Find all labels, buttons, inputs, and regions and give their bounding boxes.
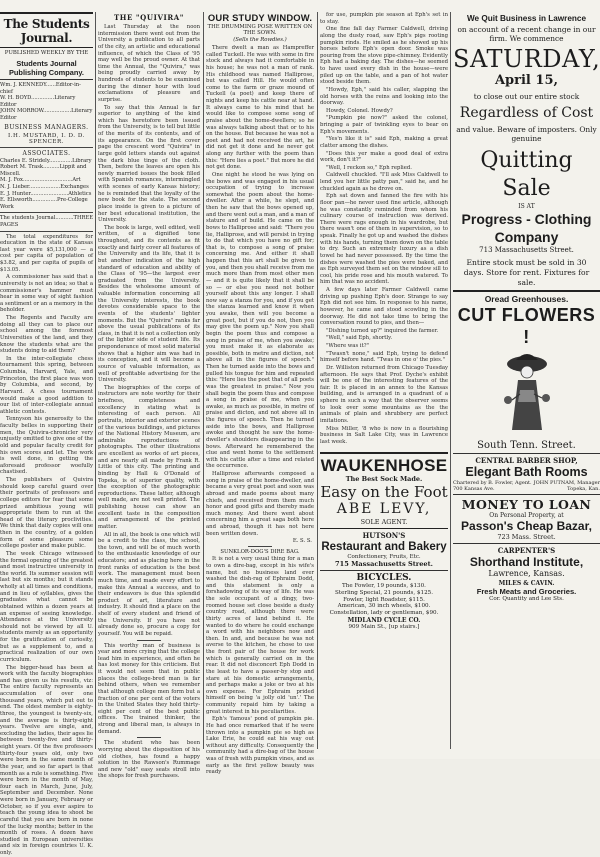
story-paragraph: Eph's 'famous' pond of pumpkin pie. He had once remarked that if he were thrown into a pumpkin pie so high as Lake Erie, he could eat his way out without any difficulty. Consequently the community had a dire-bag of the house was of fresh with pumpkin vines, and as early as the first yellow beauty was ready [206, 716, 314, 776]
quit-business-ad [453, 12, 600, 292]
store-address: 713 Massachusetts Street. [479, 246, 574, 254]
staff-list [0, 82, 93, 122]
masthead: The Students Journal. [0, 12, 93, 48]
associates-heading: ASSOCIATES. [22, 149, 71, 157]
story-paragraph: "Well," said Eph, shortly. [326, 335, 393, 342]
story-subtitle: THE DRUMMING POSE WRITTEN ON THE SOWN. [207, 24, 313, 36]
story-paragraph: "Well, I reckon so," Eph replied. [326, 164, 412, 171]
bazar-name: Passon's Cheap Bazar, [461, 519, 592, 533]
store-company: Company [494, 229, 559, 245]
quivira-paragraph: The biographies of the corps of instructors are note worthy for their briefness, completeness and excellency in stating what is interesting of each person. All portraits, interior and exterior scenes of the various buildings, and pictures of the National History Museum, are admirable reproductions of photographs. The other illustrations are excellent as works of art pieces, and are nearly all made by Frank R. Little of this city. The printing and binding by Hall & O'Donald of Topeka, is of superior quality, with the exception of the photographic reproductions. These latter, although well made, are not well printed. The publishing house can show an excellent taste in the composition and arrangement of the printed matter. [98, 384, 200, 530]
story-paragraph: for use, pumpkin pie season at Eph's set in to stay. [320, 12, 448, 25]
story-signature: E. S. S. [292, 538, 312, 545]
bicycle-item: The Fowler, 19 pounds, $130. [342, 583, 426, 589]
quit-business-day: SATURDAY, [453, 45, 600, 73]
bicycles-address: 909 Main St., [up stairs.] [348, 623, 420, 630]
business-heading: BUSINESS MANAGERS. [4, 123, 89, 131]
story-paragraph: "Howdy, Eph," said his caller, slapping the old horses with the reins and looking into the doorway. [320, 86, 448, 107]
shorthand-title: Shorthand Institute, [469, 555, 584, 569]
greenhouse-street: South Tenn. Street. [477, 440, 576, 451]
story-paragraph: "Where was it?" [326, 343, 369, 349]
waukenhose-dealer: ABE LEVY, [336, 501, 432, 517]
associates-list [0, 158, 93, 211]
bicycle-item: Sterling Special, 21 pounds, $125. [335, 589, 433, 596]
column-2 [98, 12, 200, 780]
grocer-title: Fresh Meats and Groceries. [476, 587, 577, 596]
story-paragraph: A few days later Farmer Caldwell came driving up pushing Eph's door. Strange to say Eph did not see him. In response to his name, however, he came and stood scowling in the doorway. He did not take time to bring the conversation round to pies, and then— [320, 287, 448, 327]
story-paragraph: "Does this yer make a good deal of extra work, don't it?" [320, 150, 448, 164]
associate-entry: Charles E. Stridely..............Library [0, 157, 92, 164]
hutsons-name: HUTSON'S [362, 531, 406, 540]
bicycle-item: American, 30 inch wheels, $100. [337, 603, 431, 610]
story-paragraph: There dwelt a man as Hampreffer called Tuckell. He was with some in fire stock and always had it comfortable in his house; he was not a man of rank. His childhood was named Halliprose, but was called Hill. He would often come to the farm or graze mound of Tuckell (a poet) and keep there of nights and keep his cattle near at hand. It always came to his mind that he would like to compose some song of praise about the home-dwellers; so he was always talking about that or to his on the house. But because he was not a poet and had not received the art, he did not get it done and he never got along any further with the poem than this: "Here lies a poet." But more he did not get done. [206, 45, 314, 171]
publisher-name: Students Journal Publishing Company. [0, 59, 93, 80]
quit-business-text: on account of a recent change in our firm. We commence [457, 25, 596, 43]
editorial-paragraph: The total expenditures for education in the state of Kansas last year were $5,131,000 — a cost per capita of population of $3.82, and per capita of pupils of $13.05. [0, 233, 93, 273]
greenhouse-ad [453, 292, 600, 454]
story-paragraph: Eph sat down and fanned the fire with his floor pan—he never used fine article, although he was constantly reminded from whom his culinary course of instruction was derived. There were rags enough in his wardrobe, but there wasn't one of them in supervision, so to speak. Finally he got up and washed the dishes with his hands, turning them down on the table to dry. Such an extremely luxury as a dish towel he had never possessed. By the time the dishes were washed the pies were baked, and as Eph surveyed them set on the window sill to cool, his pride rose and his mouth watered. To him that was no accident. [320, 193, 448, 286]
associate-entry: E. Ellsworth...............Pre-College Work [0, 197, 88, 210]
hutsons-ad [320, 529, 448, 571]
quivira-paragraph: The student who has been worrying about the disposition of his old clothes, has found a happy solution in the Rawson's Rummage and new "old" easy seats stroll into the shops for fresh purchases. [98, 740, 200, 780]
staff-editor: Wm. J. KENNEDY......Editor-in-chief [0, 82, 81, 95]
column-rule [203, 12, 204, 749]
news-paragraph: Miss Miller, '8 who is now in a flourishing business in Salt Lake City, was in Lawrence last week. [320, 425, 448, 445]
editorial-paragraph: Tennyson his generosity to the faculty belles in supporting their men, the Quivira-chronicler very unjustly omitted to give one of the old and popular faculty credit for his own scores and let. The work is well done, in getting the aforesaid professor woefully chastised. [0, 416, 93, 476]
story-paragraph: "Dishing turned up?" inquired the farmer. [326, 327, 439, 334]
story-byline: (Sells the Rowdies.) [233, 37, 287, 43]
waukenhose-agent: SOLE AGENT. [360, 518, 408, 526]
money-loan-subtitle: On Personal Property, at [489, 512, 564, 519]
column-4 [320, 12, 448, 749]
barber-manager: JOHN PUTNAM, Manager [533, 480, 600, 486]
story-paragraph: Caldwell chuckled. "I'll ask Miss Caldwell to lend you her little patty pan," said he, and he chuckled again as he drove on. [320, 172, 448, 192]
lady-with-flowers-illustration [498, 350, 556, 436]
bazar-address: 723 Mass. Street. [497, 533, 556, 541]
editorial-paragraph: A commissioner has said that a university is not an idea; so that a commissioner's hammer must hear in some way of sight fashion a sentiment or an a memory in the beholder. [0, 274, 93, 314]
column-5 [453, 12, 600, 749]
quitting-sale-at: IS AT [518, 203, 535, 210]
greenhouse-title: CUT FLOWERS ! [457, 305, 596, 347]
quit-business-heading: We Quit Business in Lawrence [466, 14, 587, 23]
section-title: SUNKLOR-DOG'S DIRE BAG. [220, 549, 300, 556]
bicycles-title: BICYCLES. [356, 573, 412, 583]
money-loan-ad [453, 495, 600, 544]
story-paragraph: Halliprose afterwards composed a song in praise of the home-dweller, and became a very great poet and soon was abroad and made poems about many chiefs, and received from them much honor and good gifts and thereby made much money. And there went about concerning him a great saga both here and abroad, though it has not here been written down. [206, 471, 314, 537]
story-paragraph: Howdy, Colonel. Howdy? [326, 107, 393, 114]
barber-address: 700 Kansas Ave. [453, 486, 495, 492]
barber-title: Elegant Bath Rooms [465, 465, 588, 479]
editorial-paragraph: The publishers of Quivira should keep careful guard over their portraits of professors and college editors for fear that some prized ambitious young will appropriate them to run at the head of the literary proclivities. We think that daily copies will one then in the country, of a golden form of some pleasure some college poster and make public. [0, 477, 93, 550]
editorial-paragraph: The Regents and Faculty are doing all they can to place our school among the foremost Universities of the land, and they know the students what are the students doing to aid them? [0, 315, 93, 355]
waukenhose-subtitle: The Best Sock Made. [345, 475, 423, 483]
associate-entry: N. J. Lieber...................Exchanges [0, 183, 89, 190]
story-paragraph: Dr. Williston returned from Chicago Tuesday afternoon. He says that Prof. Dyche's exhibit will be one of the interesting features of the fair. It is placed in an annex to the Kansas building, and is arranged in a quadrant of a sphere in such a way that the observer seems to look over some mountains as the the animals of plain and shrubbery are perfect imitations. [320, 364, 448, 424]
quit-business-text: to close out our entire stock [473, 92, 580, 101]
editorial-paragraph: In the inter-collegiate chess tournament this spring, between Columbia, Harvard, Yale, and Princeton, the first place was won by Columbia, and second, by Harvard. A chess tournament would make a good addition to our list of inter-collegiate annual athletic contests. [0, 355, 93, 415]
bicycles-firm: MIDLAND CYCLE CO. [347, 616, 421, 624]
story-paragraph: One night he stood he was lying on the bows and was engaged in his usual occupation of trying to increase somewhat the poem about the home-dweller. After a while, he slept, and then he saw that the bows opened up, and there went out a man, and a man of stature and of build. He came on the bows to Halliprose and said: "There you lie, Halliprose, and will persist in trying to do that which you have no gift for; that is, to compose a song of praise concerning me. And either it shall happen that this art shall be given to you, and then you shall receive from me much more than from most other men — and it is quite likely that it shall be so — or else you need not bother yourself about this any longer. I shall now say a stanza for you, and if you get the stanza learned and know it when you awake, then will you become a great poet, but if you do not, then you may give the poem up." Now you shall begin the poem thus and compose a song in praise of me, when you awake; you must make it as elaborate as possible, both in metre and diction, not above all in the figures of speech." Then he turned aside into the bows and pulled his tongue for him and repeated this: "Here lies the poet that of all poets was the greatest in praise." Now you shall begin the poem thus and compose a song in praise of me, when you awake, as much as possible, in metre of praise and dicton, and not above all in the figures of speech. Then he turned aside into the bows, and Halliprose awoke and thought he saw the home-dweller's shoulders disappearing in the bows. Afterward he remembered the clue and went home to the settlement with his cattle after a time and related the occurrence. [206, 171, 314, 470]
quitting-sale-title: Quitting Sale [480, 148, 573, 201]
grocer-name: MILES & CAVIN. [498, 580, 555, 587]
waukenhose-slogan: Easy on the Foot [320, 483, 448, 501]
quivira-paragraph: To say that this Annual is far superior to anything of the kind which has heretofore been issued from the University, is to tell but little of the merits of its contents, and of its appearance. On the first cover page the crescent word "Quivira" in large gold letters stands out against the dark blue tinge of the cloth. Then, before the leaves are open his newly married issues the book filled with Spanish romances, intermingled with scenes of early Kansas history; he is reminded that the loyalty of the new book for the state. The second place inside is given to a picture of her best educational institution, the University. [98, 104, 200, 224]
waukenhose-ad [320, 452, 448, 529]
quit-business-regardless: Regardless of Cost [459, 105, 594, 121]
waukenhose-title: WAUKENHOSE [320, 456, 448, 475]
column-1 [0, 12, 93, 856]
staff-entry: JOHN MORROW.................Literary Editor [0, 108, 93, 121]
bicycles-ad [320, 571, 448, 632]
quivira-heading: THE "QUIVIRA" [113, 13, 185, 22]
bicycle-item: Constellation, lady or gentleman, $90. [329, 610, 439, 617]
column-rule [95, 12, 96, 749]
staff-entry: W. H. BOYD..............Literary Editor [0, 95, 76, 108]
barber-city: Topeka, Kan. [567, 486, 600, 492]
barber-ad [453, 454, 600, 495]
bicycle-item: Fowler, light Roadster, $115. [343, 596, 425, 603]
store-name [453, 210, 600, 246]
shorthand-city: Lawrence, Kansas. [488, 569, 565, 578]
editorial-paragraph: The bigger-head has been at work with the faculty biographies and has given us his results, viz: The entire faculty represents an accumulation of over one thousand years, which put out to end. The oldest member is eighty-three, the youngest is twenty-six, and the average is thirty-eight years. Twelve are single, and, excluding the ladies, their ages lie between twenty-five and thirty-eight years. Of the five professors thirty-four years old, only two were born in the same month of the year, and so far apart is that month as a rule is something. Five were born in the month of May, four each in March, June, July, September and December. None were born in January, February or October, so if you ever aspire to teach the young idea to shoot be careful that you are born in none of the lucky months; better in the month of roses. A dozen have studied in European universities and six in foreign countries U. K. only. [0, 664, 93, 856]
story-paragraph: It is not a very usual thing for a man to own a dire-bag, except in his wife's name, but no business land ever washed the dish-rag of Ephraim Dodd, and this statement is only a forshadowing of its way of life. He was the sole occupant of a dingy, two-roomed house set close beside a dusty country road, although there were thirty acres of land behind it. He wanted to do where he could exchange a word with his neighbors now and then. In and, and because he was not averse to the kitchen, he chose to use the front pair of the house for work which is generally carried on in the rear. It did not disconcert Eph Dodd in the least to have a passer-by stop and stare at his domestic arrangements, and perhaps make a joke or two at his own expense. For Ephraim prided himself on being 'a jolly old 'un'.' The community repaid him by taking a great interest in his peculiarities. [206, 556, 314, 715]
story-continuation [320, 12, 448, 452]
editorial-paragraph: The week Chicago witnessed the formal opening of the greatest and most instructive university in the world. Its summer session will last but six months; but it stands wholly at all times and conditions, and in lieu of syllables, gives the graduates what cannot be obtained within a dozen years at an expense of seeing knowledge. Attendance at the University should not be viewed by all U. students merely as an opportunity for the gratification of curiosity, but as a supplement to, and a practical realization of our own curriculum. [0, 550, 93, 663]
story-paragraph: "Twasn't none," said Eph, trying to defend himself before hand. "Twas in one o' the pies." [320, 350, 448, 364]
store-notice: Entire stock must be sold in 30 days. Store for rent. Fixtures for sale. [463, 258, 590, 287]
shorthand-ad [453, 544, 600, 604]
quivira-paragraph: This worthy man of business is year and more crying that the college lead him in experience, and often he has lost money for this criticism. But it would not seem that in public places the college-bred man is far behind others, when we remember that although college men form but a fraction of one per cent of the voters in the United States they hold thirty-eight per cent of the best public offices. The trained thinker, the strong and liberal man, is always in demand. [98, 642, 200, 735]
quit-business-date: April 15, [494, 73, 559, 88]
column-rule [317, 12, 318, 749]
story-paragraph: One fine fall day Farmer Caldwell, driving along the dusty road, saw Eph's pigs rooting pumpkin rinds. He smiled as he showed up his horses before Eph's open door. Smoke was pouring from the stove pipe-chimney. Evidently Eph had a baking day. The dishes—he seemed to have used every dish in the house—were piled up on the table, and a pan of hot water stood beside them. [320, 26, 448, 86]
quivira-paragraph: The book is large, well edited, well written, of a dignified tone throughout, and its contents as fit exactly and fairly cover all features of the University and its life, that it is but another indication of the high standard of education and ability of the Class of '95—the largest ever graduated from the University. Besides the wholesome amount of valuable information concerning all the University interests, the book devotes considerable space to the events of the students' lighter moments. But the "Quivira" ranks far above the usual publications of its class, in that it is not a collection only of the lighter side of student life. Its preponderance of most solid material shows that a higher aim was had in its conception, and it will become a source of valuable information, as well of profitable advertising for the University. [98, 224, 200, 384]
quit-business-text: and value. Beware of imposters. Only genuine [456, 125, 597, 143]
hutsons-description: Confectionery, Fruits, Etc. [347, 554, 421, 560]
grocer-address: Cor. Quantity and Lee Sts. [489, 596, 564, 602]
barber-name: CENTRAL BARBER SHOP, [475, 456, 578, 465]
story-paragraph: "Yes'n like it is" said Eph, making a great clatter among the dishes. [320, 136, 448, 149]
store-name-line: Progress - Clothing [461, 211, 592, 227]
story-paragraph: "Pumpkin pie now?" asked the colonel, bringing a pair of twinkling eyes to bear on Eph's movements. [320, 115, 448, 135]
published-line: PUBLISHED WEEKLY BY THE [4, 50, 89, 56]
column-3 [206, 12, 314, 776]
associate-entry: M. J. Fox..............................Art [0, 177, 81, 184]
business-names: I.H. MUSTARD, I. D. D. SPENCER. [8, 132, 85, 145]
quivira-paragraph: Last Thursday at the noon intermission there went out from the University a publication to all parts of the city, an artistic and educational influence, of which the Class of '95 may well be the proud owner. At that time the Annual, the "Quivira," was being proudly carried away by hundreds of students to be examined during the dinner hour with loud exclamations of pleasure and surprise. [98, 24, 200, 103]
hutsons-address: 715 Massachusetts Street. [335, 560, 433, 568]
column-rule [450, 12, 451, 749]
shorthand-owner-name: CARPENTER'S [497, 546, 556, 555]
story-title: OUR STUDY WINDOW. [207, 12, 313, 23]
terms-line: The students Journal...........THREE PAGES [0, 215, 93, 228]
greenhouse-name: Oread Greenhouses. [484, 294, 569, 304]
associate-entry: Robert M. Trask..........Lippit and Miscell. [0, 164, 87, 177]
associate-entry: E. J. Hunter.......................Athletics [0, 190, 92, 197]
quivira-paragraph: All in all, the book is one which will be a credit to the class, the school, the town, and will be of much worth to the enthusiastic knowledge of our educators; and as placing here in the front ranks of education is the best work. The management must been much time, and made every effort to make this Annual a success, and to their endeavors is due this splendid product of art, literature and industry. It should find a place on the shelf of every student and friend of the University. If you have not already done so, procure a copy for yourself. You will be repaid. [98, 531, 200, 637]
barber-agent: Chartered by B. Fowler, Agent. [453, 480, 532, 486]
hutsons-title: Restaurant and Bakery [321, 541, 447, 553]
money-loan-title: MONEY TO LOAN [461, 497, 592, 512]
